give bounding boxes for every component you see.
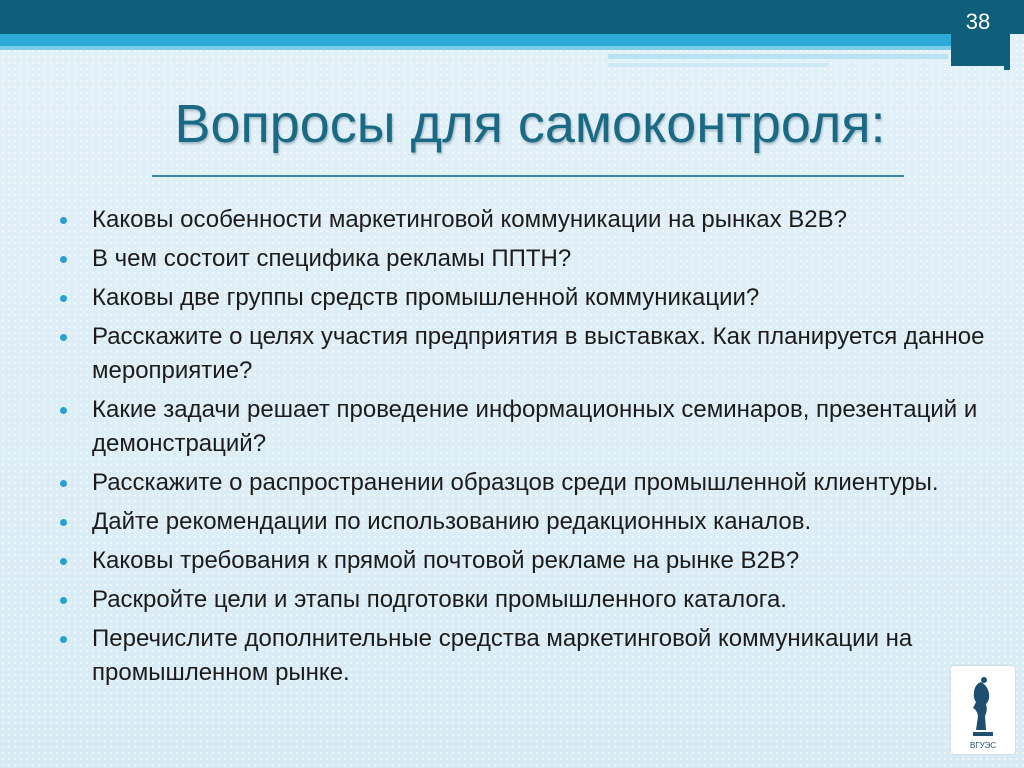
list-item <box>58 544 998 578</box>
question-text: В чем состоит специфика рекламы ППТН? <box>92 245 572 272</box>
list-item <box>58 622 998 690</box>
bullet-icon <box>60 519 67 526</box>
bullet-icon <box>60 480 67 487</box>
bullet-icon <box>60 217 67 224</box>
title-underline <box>152 175 904 177</box>
bullet-icon <box>60 558 67 565</box>
list-item <box>58 505 998 539</box>
header-stripe <box>0 34 1008 46</box>
question-text: Каковы две группы средств промышленной коммуникации? <box>92 284 760 311</box>
logo-text: ВГУЭС <box>969 741 997 750</box>
question-text: Расскажите о распространении образцов среди промышленной клиентуры. <box>92 469 939 496</box>
question-text: Дайте рекомендации по использованию редакционных каналов. <box>92 508 812 535</box>
list-item <box>58 242 998 276</box>
list-item <box>58 393 998 461</box>
header-accent-line <box>608 54 948 59</box>
bullet-icon <box>60 407 67 414</box>
university-logo <box>951 666 1015 754</box>
header-accent-line-short <box>608 63 828 67</box>
bullet-icon <box>60 597 67 604</box>
question-text: Какие задачи решает проведение информационных семинаров, презентаций и демонстраций? <box>92 396 978 457</box>
bullet-icon <box>60 295 67 302</box>
bullet-icon <box>60 256 67 263</box>
logo-emblem-icon <box>951 666 1015 754</box>
question-text: Каковы требования к прямой почтовой рекламе на рынке В2В? <box>92 547 800 574</box>
bullet-icon <box>60 334 67 341</box>
slide-title: Вопросы для самоконтроля: <box>174 94 886 154</box>
question-text: Раскройте цели и этапы подготовки промышленного каталога. <box>92 586 787 613</box>
bullet-icon <box>60 636 67 643</box>
question-list <box>58 203 998 695</box>
list-item <box>58 583 998 617</box>
page-number: 38 <box>951 2 1005 66</box>
header-stripe-light <box>0 46 1008 50</box>
list-item <box>58 203 998 237</box>
question-text: Перечислите дополнительные средства маркетинговой коммуникации на промышленном рынке. <box>92 625 913 686</box>
list-item <box>58 466 998 500</box>
question-text: Расскажите о целях участия предприятия в выставках. Как планируется данное мероприятие? <box>92 323 985 384</box>
list-item <box>58 281 998 315</box>
header-bar <box>0 0 1024 34</box>
question-text: Каковы особенности маркетинговой коммуникации на рынках В2В? <box>92 206 847 233</box>
list-item <box>58 320 998 388</box>
